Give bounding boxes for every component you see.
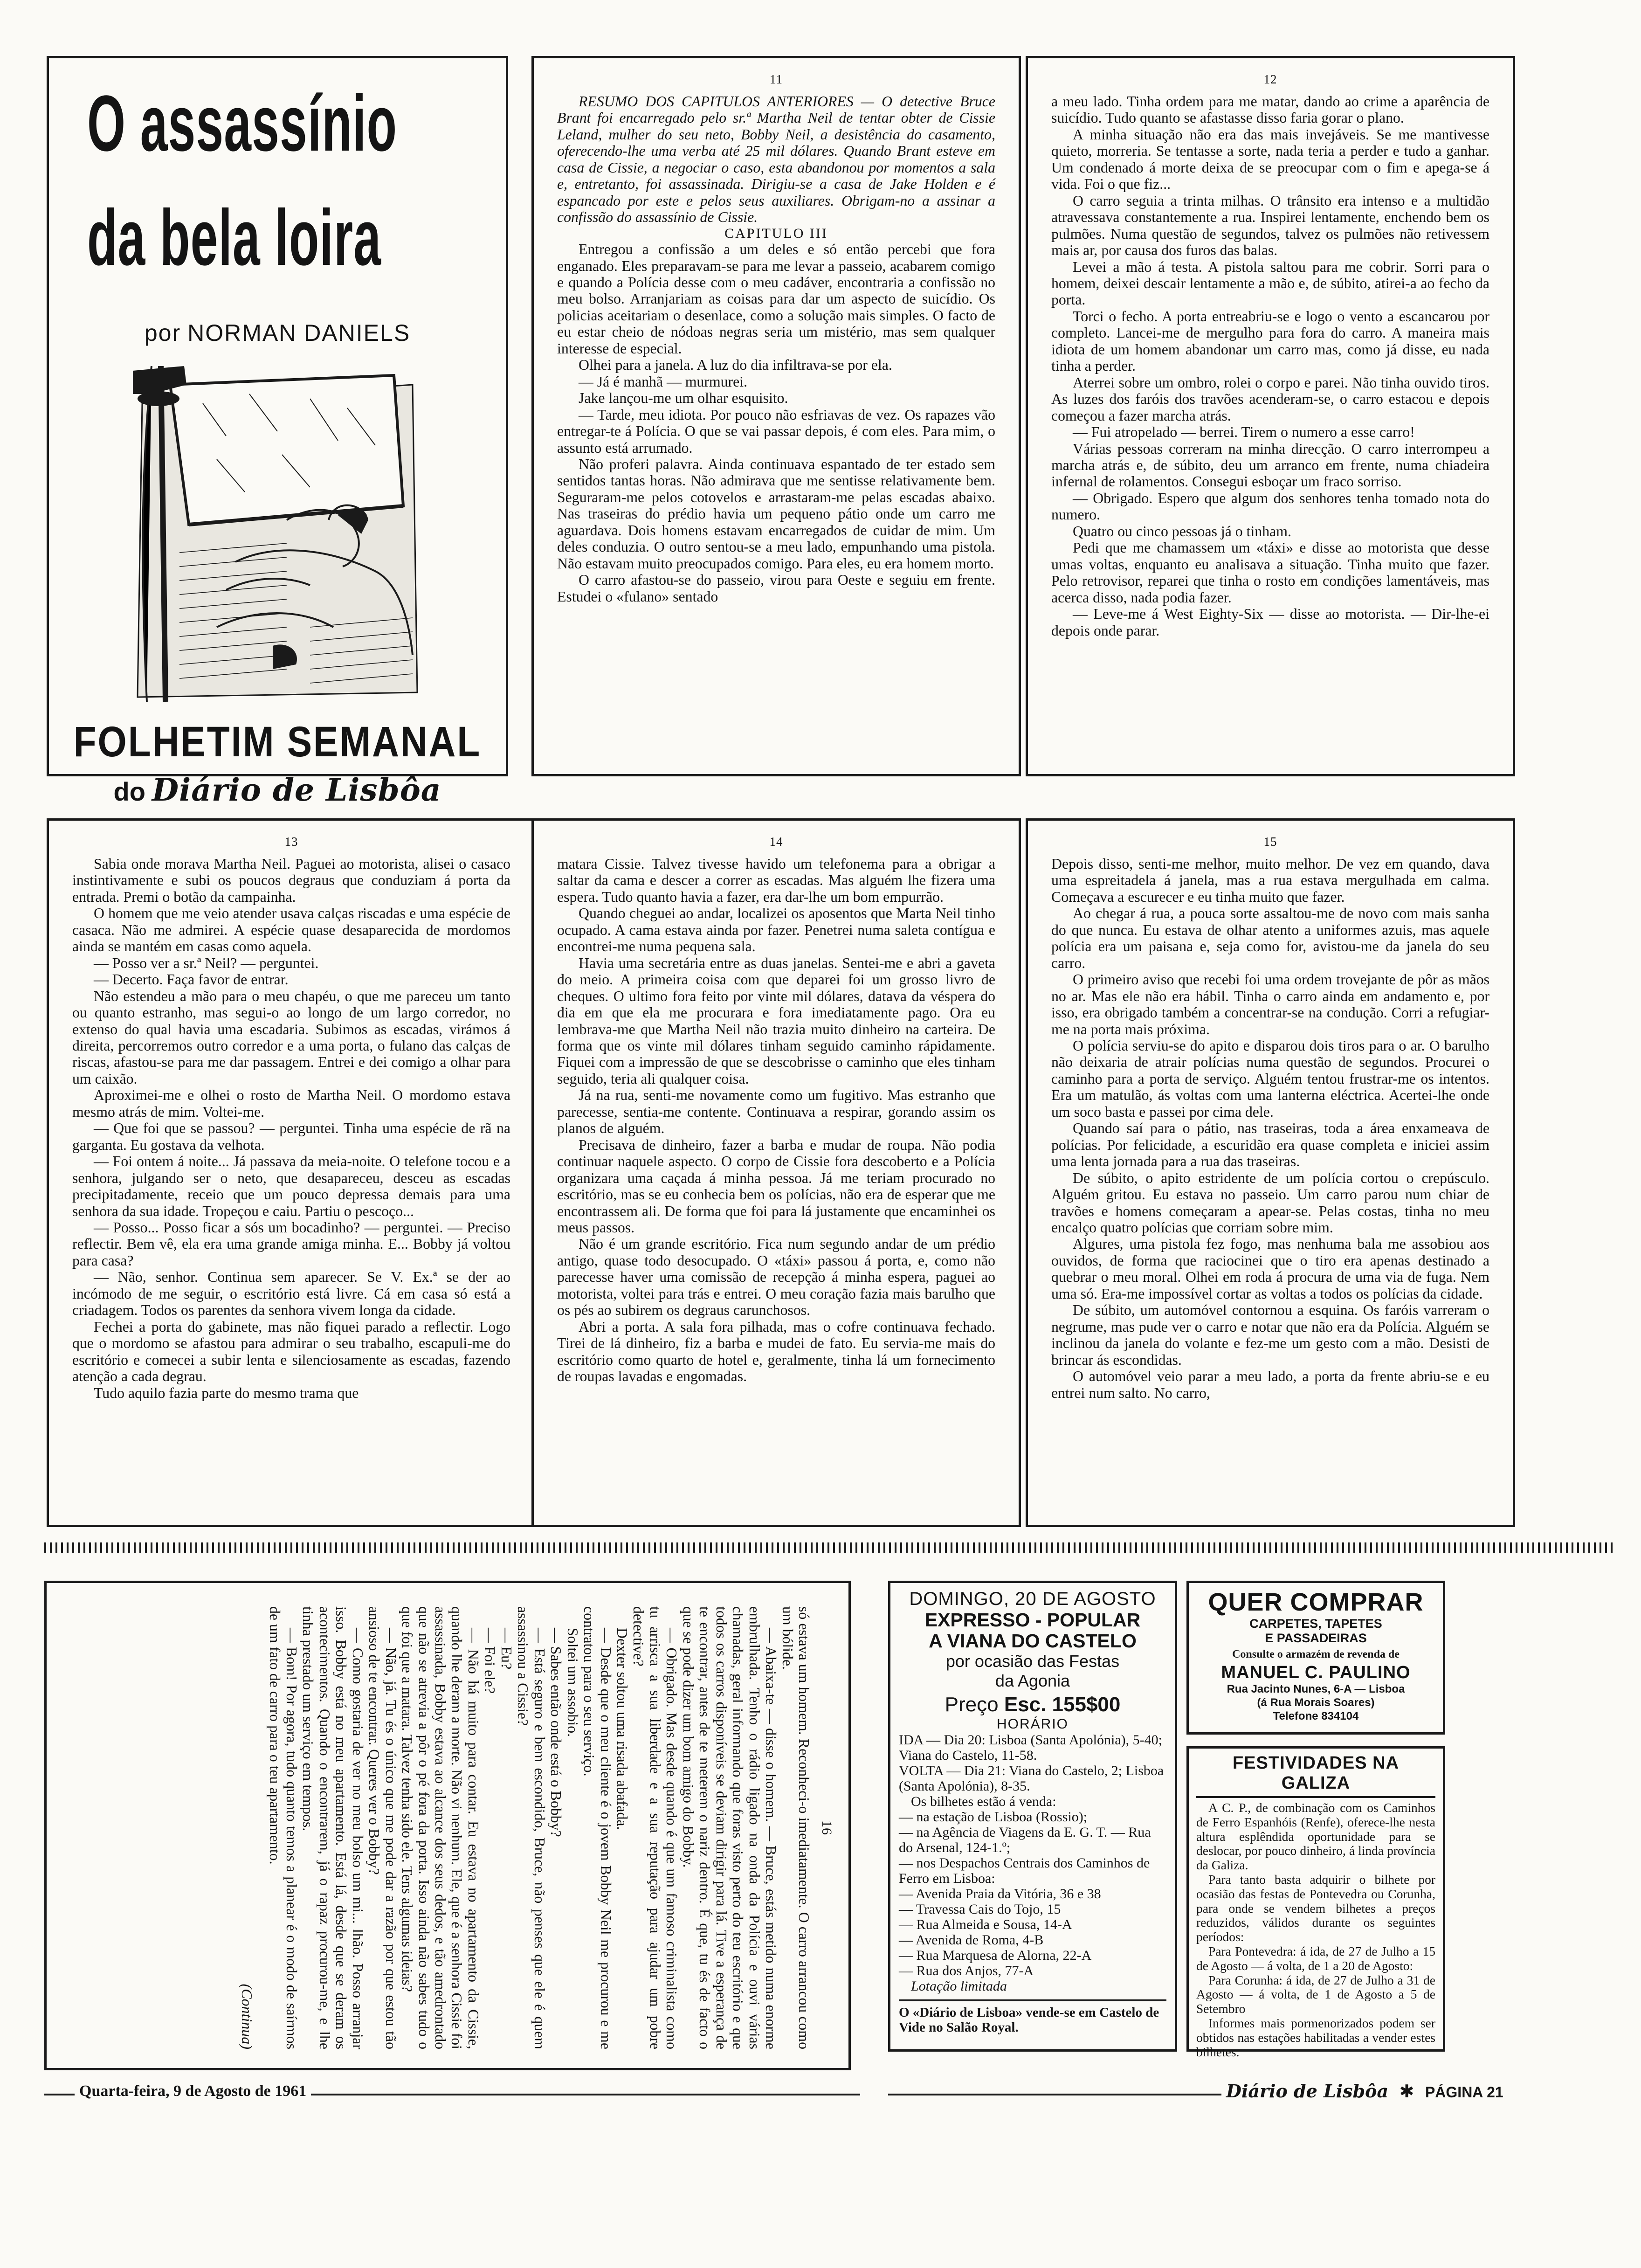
paragraph: — Eu? bbox=[498, 1628, 515, 1670]
price-label: Preço bbox=[945, 1693, 999, 1716]
paragraph: a meu lado. Tinha ordem para me matar, dando ao crime a aparência de suicídio. Tudo quanto se afastasse disso faria gorar o plano. bbox=[1051, 93, 1489, 126]
illustration-man-in-car bbox=[133, 366, 422, 702]
paragraph: De súbito, um automóvel contornou a esquina. Os faróis varreram o negrume, mas pude ver o carro e notar que não era da Polícia. Alguém se inclinou da janela do volante e fez-me um gesto com a mão. Desisti de brincar ás escondidas. bbox=[1051, 1302, 1489, 1368]
paragraph: — Obrigado. Mas desde quando é que um famoso criminalista como tu arrisca a sua liberdade e a sua reputação para ajudar um pobre detective? bbox=[630, 1606, 680, 2049]
ad-headline-1: EXPRESSO - POPULAR bbox=[924, 1609, 1141, 1631]
ad-title: FESTIVIDADES NA GALIZA bbox=[1196, 1753, 1435, 1798]
paragraph: Dexter soltou uma risada abafada. bbox=[614, 1628, 631, 1830]
paragraph: Depois disso, senti-me melhor, muito melhor. De vez em quando, dava uma espreitadela á janela, mas a rua estava mergulhada em calma. Começava a escurecer e eu tinha muito que fazer. bbox=[1051, 856, 1489, 905]
paragraph: — Obrigado. Espero que algum dos senhores tenha tomado nota do numero. bbox=[1051, 490, 1489, 523]
paragraph: Aterrei sobre um ombro, rolei o corpo e parei. Não tinha ouvido tiros. As luzes dos faróis dos travões acenderam-se, o carro estacou e depois começou a fazer marcha atrás. bbox=[1051, 374, 1489, 424]
byline bbox=[49, 319, 506, 346]
paragraph: Para tanto basta adquirir o bilhete por ocasião das festas de Pontevedra ou Corunha, para onde se vendem bilhetes a preços reduzidos, válidos durante os seguintes períodos: bbox=[1196, 1872, 1435, 1944]
paragraph: só estava um homem. Reconheci-o imediatamente. O carro arrancou como um bólide. bbox=[779, 1606, 812, 2049]
page-number: 15 bbox=[1263, 835, 1277, 849]
to-be-continued: (Continua) bbox=[239, 1984, 256, 2049]
paragraph: — Foi ontem á noite... Já passava da meia-noite. O telefone tocou e a senhora, julgando ser o neto, que desapareceu, desceu as escadas precipitadamente, receio que um pouco depressa demais para uma senhora da sua idade. Tropeçou e caiu. Partiu o pescoço... bbox=[72, 1153, 510, 1219]
paragraph: Jake lançou-me um olhar esquisito. bbox=[579, 390, 788, 407]
ad-quer-comprar bbox=[1186, 1581, 1445, 1735]
paragraph: Quando saí para o pátio, nas traseiras, toda a área enxameava de polícias. Por felicidade, a escuridão era quase completa e iniciei assim uma lenta jornada para a rua das traseiras. bbox=[1051, 1120, 1489, 1170]
ad-address-2: (á Rua Morais Soares) bbox=[1257, 1696, 1375, 1709]
paragraph: Fechei a porta do gabinete, mas não fiquei parado a reflectir. Logo que o mordomo se afastou para admirar o seu trabalho, escapuli-me do escritório e comecei a subir lenta e silenciosamente as escadas, fazendo atenção a cada degrau. bbox=[72, 1318, 510, 1385]
footer-newspaper-logo: Diário de Lisbôa bbox=[1226, 2081, 1389, 2102]
ad-address: Rua Jacinto Nunes, 6-A — Lisboa bbox=[1227, 1683, 1405, 1696]
limited-capacity: Lotação limitada bbox=[911, 1978, 1007, 1994]
ad-title: QUER COMPRAR bbox=[1208, 1588, 1424, 1616]
sales-note: O «Diário de Lisboa» vende-se em Castelo de Vide no Salão Royal. bbox=[899, 1999, 1166, 2035]
ticket-place: — Rua Marquesa de Alorna, 22-A bbox=[899, 1947, 1092, 1963]
ticket-place: — Rua dos Anjos, 77-A bbox=[899, 1963, 1034, 1978]
ticket-place: — Avenida Praia da Vitória, 36 e 38 bbox=[899, 1886, 1101, 1902]
page-number: 14 bbox=[769, 835, 783, 849]
paragraph: — Desde que o meu cliente é o jovem Bobby Neil me procurou e me contratou para o seu serviço. bbox=[581, 1606, 614, 2049]
paragraph: — Abaixa-te — disse o homem. — Bruce, estás metido numa enorme embrulhada. Tenho o rádio ligado na onda da Polícia e ouvi várias chamadas, geral informando que foras visto perto do teu escritório e que todos os carros disponíveis se deviam dirigir para lá. Tive a esperança de te encontrar, antes de te meterem o nariz dentro. É que, tu és de facto o que se pode dizer um bom amigo do Bobby. bbox=[680, 1606, 779, 2049]
page-13-box bbox=[47, 818, 536, 1527]
paragraph: Sabia onde morava Martha Neil. Paguei ao motorista, alisei o casaco instintivamente e subi os poucos degraus que conduziam á porta da entrada. Premi o botão da campainha. bbox=[72, 856, 510, 905]
page-14-box bbox=[531, 818, 1021, 1527]
paragraph: O carro seguia a trinta milhas. O trânsito era intenso e a multidão atravessava constantemente a rua. Inspirei lentamente, enchendo bem os pulmões. Numa questão de segundos, talvez os pulmões não retivessem mais ar, por causa dos furos das balas. bbox=[1051, 192, 1489, 259]
paragraph: Não proferi palavra. Ainda continuava espantado de ter estado sem sentidos tantas horas. Não admirava que me sentisse relativamente bem. Seguraram-me pelos cotovelos e arrastaram-me pelas escadas abaixo. Nas traseiras do prédio havia um pequeno pátio onde um carro me aguardava. Dois homens estavam encarregados de cuidar de mim. Um deles conduzia. O outro sentou-se a meu lado, empunhando uma pistola. Não estavam muito preocupados comigo. Para eles, eu era homem morto. bbox=[557, 456, 995, 572]
paragraph: — Leve-me á West Eighty-Six — disse ao motorista. — Dir-lhe-ei depois onde parar. bbox=[1051, 606, 1489, 639]
newspaper-logo: Diário de Lisbôa bbox=[152, 772, 441, 808]
ad-occasion-2: da Agonia bbox=[995, 1671, 1070, 1690]
paragraph: Para Corunha: á ida, de 27 de Julho a 31 de Agosto — á volta, de 1 de Agosto a 5 de Setembro bbox=[1196, 1972, 1435, 2016]
chapter-heading: CAPITULO III bbox=[724, 225, 828, 241]
paragraph: — Posso ver a sr.ª Neil? — perguntei. bbox=[94, 954, 319, 971]
paragraph: — Fui atropelado — berrei. Tirem o numero a esse carro! bbox=[1073, 424, 1415, 441]
ticket-place: — Travessa Cais do Tojo, 15 bbox=[899, 1901, 1061, 1917]
ad-occasion: por ocasião das Festas bbox=[945, 1652, 1120, 1671]
paragraph: — Não, senhor. Continua sem aparecer. Se V. Ex.ª se der ao incómodo de me seguir, o escritório está livre. Cá em casa só está a criadagem. Todos os parentes da senhora vivem longa da cidade. bbox=[72, 1269, 510, 1319]
paragraph: O automóvel veio parar a meu lado, a porta da frente abriu-se e eu entrei num salto. No carro, bbox=[1051, 1368, 1489, 1401]
paragraph: — Que foi que se passou? — perguntei. Tinha uma espécie de rã na garganta. Eu gostava da velhota. bbox=[72, 1120, 510, 1153]
paragraph: — Já é manhã — murmurei. bbox=[579, 373, 748, 390]
paragraph: De súbito, o apito estridente de um polícia cortou o crepúsculo. Alguém gritou. Eu estava no passeio. Um carro parou num chiar de travões e homens começaram a apear-se. Pelas costas, tinha no meu encalço quatro polícias que corriam sobre mim. bbox=[1051, 1169, 1489, 1236]
paragraph: Levei a mão á testa. A pistola saltou para me cobrir. Sorri para o homem, deixei descair lentamente a mão e, de súbito, atirei-a ao fecho da porta. bbox=[1051, 258, 1489, 308]
price-value: Esc. 155$00 bbox=[1004, 1693, 1121, 1716]
newspaper-signature bbox=[49, 772, 506, 809]
page-number: 11 bbox=[770, 72, 783, 86]
ad-expresso-viana bbox=[888, 1581, 1177, 2052]
ad-consult: Consulte o armazém de revenda de bbox=[1232, 1648, 1400, 1661]
paragraph: Quando cheguei ao andar, localizei os aposentos que Marta Neil tinho ocupado. A cama estava ainda por fazer. Penetrei numa saleta contígua e encontrei-me numa pequena sala. bbox=[557, 905, 995, 955]
paragraph: Torci o fecho. A porta entreabriu-se e logo o vento a escancarou por completo. Lancei-me de mergulho para fora do carro. A maneira mais idiota de um homem abandonar um carro mas, como já disse, eu nada tinha a perder. bbox=[1051, 308, 1489, 374]
footer-page-number: PÁGINA 21 bbox=[1425, 2084, 1503, 2101]
ad-festividades-galiza bbox=[1186, 1746, 1445, 2059]
paragraph: — Como gostaria de ver no meu bolso um mi... lhão. Posso arranjar isso. Bobby está no meu apartamento. Está lá, desde que se deram os acontecimentos. Quando o encontrarem, já o rapaz procurou-me, e lhe tinha prestado um serviço em tempos. bbox=[300, 1606, 366, 2049]
ticket-place: — na estação de Lisboa (Rossio); bbox=[899, 1809, 1088, 1825]
paragraph: Precisava de dinheiro, fazer a barba e mudar de roupa. Não podia continuar naquele aspecto. O corpo de Cissie fora descoberto e a Polícia organizara uma caçada á minha pessoa. Já me teriam procurado no escritório, mas se eu conhecia bem os polícias, não era de esperar que me encontrassem ali. De forma que foi para lá justamente que encaminhei os meus passos. bbox=[557, 1136, 995, 1236]
ad-price bbox=[899, 1693, 1166, 1716]
paragraph: O carro afastou-se do passeio, virou para Oeste e seguiu em frente. Estudei o «fulano» sentado bbox=[557, 572, 995, 605]
ticket-place: — Avenida de Roma, 4-B bbox=[899, 1932, 1044, 1948]
schedule-ida: IDA — Dia 20: Lisboa (Santa Apolónia), 5-40; Viana do Castelo, 11-58. bbox=[899, 1732, 1162, 1763]
paragraph: Ao chegar á rua, a pouca sorte assaltou-me de novo com mais sanha do que nunca. Eu estava de olhar atento a uniformes azuis, mas aquele polícia era um paisana e, seja como for, avistou-me da janela do seu carro. bbox=[1051, 905, 1489, 971]
summary-previous-chapters: RESUMO DOS CAPITULOS ANTERIORES — O detective Bruce Brant foi encarregado pelo sr.ª Martha Neil de tentar obter de Cissie Leland, mulher do seu neto, Bobby Neil, a desistência do casamento, oferecendo-lhe uma verba até 25 mil dólares. Quando Brant esteve em casa de Cissie, a negociar o caso, esta abandonou por momentos a sala e, entretanto, foi assassinada. Dirigiu-se a casa de Jake Holden e é espancado por este e pelos seus auxiliares. Obrigam-no a assinar a confissão do assassínio de Cissie. bbox=[557, 93, 995, 226]
schedule-heading: HORÁRIO bbox=[996, 1716, 1069, 1732]
paragraph: O primeiro aviso que recebi foi uma ordem trovejante de pôr as mãos no ar. Mas ele não era hábil. Tinha o carro ainda em andamento e, por isso, era obrigado também a concentrar-se na condução. Corri a refugiar-me na porta mais próxima. bbox=[1051, 971, 1489, 1037]
footer-signature bbox=[1221, 2081, 1508, 2102]
ad-merchant-name: MANUEL C. PAULINO bbox=[1221, 1663, 1411, 1683]
paragraph: Várias pessoas correram na minha direcção. O carro interrompeu a marcha atrás e, de súbito, deu um arranco em frente, numa chiadeira infernal de rolamentos. Consegui esboçar um fraco sorriso. bbox=[1051, 440, 1489, 490]
paragraph: Já na rua, senti-me novamente como um fugitivo. Mas estranho que parecesse, sentia-me contente. Continuava a respirar, gorando assim os planos de alguém. bbox=[557, 1087, 995, 1137]
paragraph: Abri a porta. A sala fora pilhada, mas o cofre continuava fechado. Tirei de lá dinheiro, fiz a barba e mudei de fato. Eu servia-me mais do escritório como quarto de hotel e, geralmente, tinha lá um fornecimento de roupas lavadas e engomadas. bbox=[557, 1318, 995, 1385]
ad-headline-2: A VIANA DO CASTELO bbox=[929, 1630, 1137, 1652]
schedule-volta: VOLTA — Dia 21: Viana do Castelo, 2; Lisboa (Santa Apolónia), 8-35. bbox=[899, 1763, 1164, 1794]
byline-prefix: por bbox=[144, 320, 181, 346]
paragraph: Soltei um assobio. bbox=[564, 1628, 581, 1737]
paragraph: O polícia serviu-se do apito e disparou dois tiros para o ar. O barulho não deixaria de atrair polícias numa questão de segundos. Procurei o caminho para a porta de serviço. Alguém tentou frustrar-me os intentos. Era um matulão, ás voltas com uma lanterna eléctrica. Acertei-lhe onde um soco basta e passei por cima dele. bbox=[1051, 1037, 1489, 1120]
ad-date: DOMINGO, 20 DE AGOSTO bbox=[909, 1589, 1156, 1609]
page-number: 16 bbox=[819, 1820, 834, 1835]
paragraph: Aproximei-me e olhei o rosto de Martha Neil. O mordomo estava mesmo atrás de mim. Voltei-me. bbox=[72, 1087, 510, 1120]
ticket-place: — Rua Almeida e Sousa, 14-A bbox=[899, 1916, 1072, 1932]
paragraph: — Decerto. Faça favor de entrar. bbox=[94, 971, 289, 988]
paragraph: Quatro ou cinco pessoas já o tinham. bbox=[1073, 523, 1291, 539]
paragraph: — Sabes então onde está o Bobby? bbox=[548, 1628, 565, 1837]
paragraph: Algures, uma pistola fez fogo, mas nenhuma bala me assobiou aos ouvidos, de forma que raciocinei que o tiro era apenas destinado a quebrar o meu moral. Olhei em roda á procura de uma via de fuga. Nem uma só. Era-me impossível cortar as voltas a todos os polícias da cidade. bbox=[1051, 1236, 1489, 1302]
page-15-box bbox=[1026, 818, 1515, 1527]
star-icon: ✱ bbox=[1399, 2082, 1414, 2102]
ad-products-1: CARPETES, TAPETES bbox=[1249, 1617, 1382, 1631]
author-name: NORMAN DANIELS bbox=[187, 320, 411, 346]
paragraph: — Não há muito para contar. Eu estava no apartamento da Cissie, quando lhe deram a morte. Não vi nenhum. Ele, que é a senhora Cissie foi assassinada, Bobby estava ao alcance dos seus dedos, e tão amedrontado que não se atrevia a pôr o pé fora da porta. Isso ainda não sabes tudo o que foi que a matara. Talvez tenha sido ele. Tens algumas ideias? bbox=[399, 1606, 482, 2049]
paragraph: A C. P., de combinação com os Caminhos de Ferro Espanhóis (Renfe), oferece-lhe nesta altura esplêndida oportunidade para se deslocar, por pouco dinheiro, á linda província da Galiza. bbox=[1196, 1800, 1435, 1873]
paragraph: matara Cissie. Talvez tivesse havido um telefonema para a obrigar a saltar da cama e descer a correr as escadas. Mas alguém lhe fizera uma espera. Tudo quanto havia a fazer, era dar-lhe um bom empurrão. bbox=[557, 856, 995, 905]
page-16-box bbox=[44, 1581, 851, 2070]
paragraph: Entregou a confissão a um deles e só então percebi que fora enganado. Eles preparavam-se para me levar a passeio, acabarem comigo e quando a Polícia desse com o meu cadáver, encontraria a confissão no meu bolso. Arranjariam as coisas para dar um aspecto de suicídio. Os policias aceitariam o desenlace, como a solução mais simples. O facto de eu estar cheio de nódoas negras seria um mistério, mas sem qualquer interesse de especial. bbox=[557, 241, 995, 357]
page-11-box bbox=[531, 56, 1021, 776]
paragraph: Havia uma secretária entre as duas janelas. Sentei-me e abri a gaveta do meio. A primeira coisa com que deparei foi um grosso livro de cheques. O ultimo fora feito por vinte mil dólares, datava da véspera do dia em que ela me procurara e fora imediatamente pago. Ora eu lembrava-me que Martha Neil não trazia muito dinheiro na carteira. De forma que os vinte mil dólares tinham seguido caminho rápidamente. Fiquei com a impressão de que se descobrisse o caminho que eles tinham seguido, teria ali qualquer coisa. bbox=[557, 954, 995, 1087]
paragraph: Tudo aquilo fazia parte do mesmo trama que bbox=[94, 1384, 359, 1401]
paragraph: Para Pontevedra: á ida, de 27 de Julho a 15 de Agosto — á volta, de 1 a 20 de Agosto: bbox=[1196, 1943, 1435, 1973]
paragraph: Informes mais pormenorizados podem ser obtidos nas estações habilitadas a vender estes bilhetes. bbox=[1196, 2015, 1435, 2059]
paragraph: — Está seguro e bem escondido, Bruce, não penses que ele é quem assassinou a Cissie? bbox=[515, 1606, 548, 2049]
ad-products-2: E PASSADEIRAS bbox=[1265, 1631, 1367, 1646]
story-title-line-1: O assassínio bbox=[87, 79, 398, 168]
tickets-intro: Os bilhetes estão á venda: bbox=[911, 1793, 1056, 1809]
paragraph: O homem que me veio atender usava calças riscadas e uma espécie de casaca. Não me admirei. A espécie quase desaparecida de mordomos ainda se mantém em casas como aquela. bbox=[72, 905, 510, 955]
paragraph: — Foi ele? bbox=[482, 1628, 498, 1694]
paragraph: — Não, já. Tu és o único que me pode dar a razão por que estou tão ansioso de te encontrar. Queres ver o Bobby? bbox=[366, 1606, 399, 2049]
page-12-box bbox=[1026, 56, 1515, 776]
ticket-place: — na Agência de Viagens da E. G. T. — Rua do Arsenal, 124-1.º; bbox=[899, 1824, 1151, 1855]
ad-phone: Telefone 834104 bbox=[1273, 1709, 1359, 1722]
cut-line-separator bbox=[44, 1542, 1615, 1553]
paragraph: A minha situação não era das mais invejáveis. Se me mantivesse quieto, morreria. Se tentasse a sorte, nada teria a perder e tudo a ganhar. Um condenado á morte deixa de se preocupar com o fim e apega-se á vida. Foi o que fiz... bbox=[1051, 126, 1489, 193]
paragraph: Pedi que me chamassem um «táxi» e disse ao motorista que desse umas voltas, enquanto eu analisava a situação. Tinha muito que fazer. Pelo retrovisor, reparei que tinha o rosto em condições lamentáveis, mas acerca disso, nada podia fazer. bbox=[1051, 539, 1489, 606]
ticket-place: — nos Despachos Centrais dos Caminhos de Ferro em Lisboa: bbox=[899, 1855, 1150, 1886]
paragraph: — Tarde, meu idiota. Por pouco não esfriavas de vez. Os rapazes vão entregar-te á Polícia. O que se vai passar depois, é com eles. Para mim, o assunto está arrumado. bbox=[557, 406, 995, 456]
footer-date: Quarta-feira, 9 de Agosto de 1961 bbox=[75, 2082, 311, 2100]
paragraph: Não estendeu a mão para o meu chapéu, o que me pareceu um tanto ou quanto estranho, mas segui-o ao longo de um largo corredor, no extenso do qual havia uma escadaria. Subimos as escadas, virámos á direita, percorremos outro corredor e a uma porta, o fulano das calças de riscas, afastou-se para me dar passagem. Entrei e dei comigo a olhar para um caixão. bbox=[72, 988, 510, 1087]
paragraph: Não é um grande escritório. Fica num segundo andar de um prédio antigo, quase todo desocupado. O «táxi» passou á porta, e, como não parecesse haver uma comissão de recepção á minha espera, paguei ao motorista, voltei para trás e entrei. O meu coração fazia mais barulho que os pés ao subirem os degraus carunchosos. bbox=[557, 1236, 995, 1319]
serial-label: FOLHETIM SEMANAL bbox=[73, 718, 482, 766]
paragraph: — Posso... Posso ficar a sós um bocadinho? — perguntei. — Preciso reflectir. Bem vê, ela era uma grande amiga minha. E... Bobby já voltou para casa? bbox=[72, 1219, 510, 1269]
story-title-line-2: da bela loira bbox=[87, 194, 382, 282]
title-box bbox=[47, 56, 508, 808]
page-number: 12 bbox=[1263, 72, 1277, 86]
page-number: 13 bbox=[284, 835, 298, 849]
paragraph: Olhei para a janela. A luz do dia infiltrava-se por ela. bbox=[579, 357, 892, 373]
paragraph: — Bom! Por agora, tudo quanto temos a planear é o modo de saírmos de um fato de carro para o teu apartamento. bbox=[267, 1606, 300, 2049]
signature-prefix: do bbox=[113, 777, 145, 806]
